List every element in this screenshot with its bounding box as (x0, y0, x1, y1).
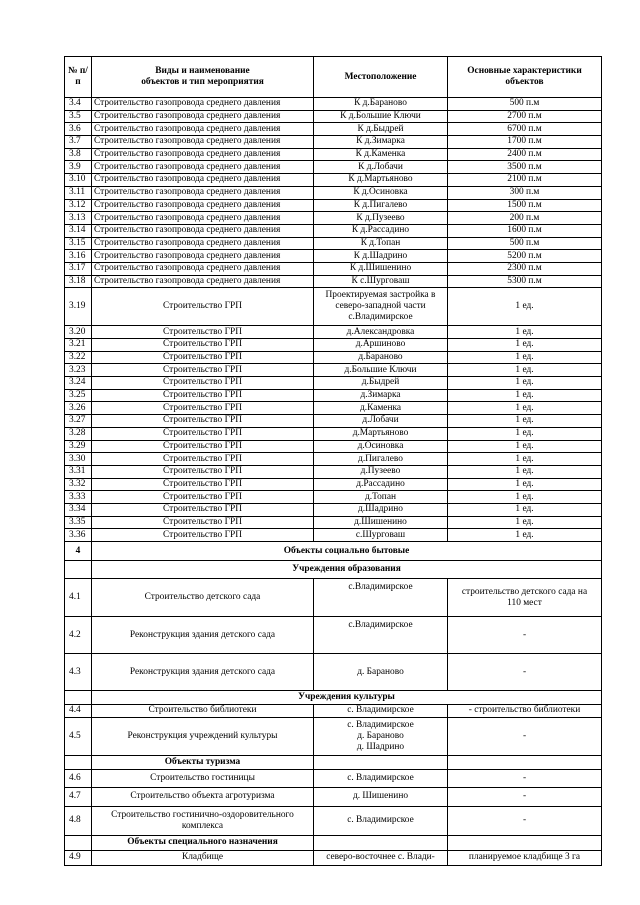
row-num: 3.6 (65, 123, 92, 136)
empty-cell (314, 835, 448, 850)
row-value: - (448, 717, 602, 755)
row-name: Реконструкция здания детского сада (92, 654, 314, 691)
table-row (65, 427, 602, 440)
row-location: К д.Каменка (314, 148, 448, 161)
table-row (65, 579, 602, 617)
table-row (65, 465, 602, 478)
subsection-row (65, 835, 602, 850)
row-name: Строительство ГРП (92, 339, 314, 352)
row-location: К д.Шишенино (314, 262, 448, 275)
row-name: Строительство газопровода среднего давления (92, 199, 314, 212)
row-num: 3.26 (65, 402, 92, 415)
row-num: 3.4 (65, 98, 92, 111)
row-value: - (448, 617, 602, 654)
row-name: Строительство ГРП (92, 351, 314, 364)
row-value: - (448, 654, 602, 691)
row-value: 1 ед. (448, 339, 602, 352)
row-value: 1700 п.м (448, 136, 602, 149)
row-num: 3.8 (65, 148, 92, 161)
row-location: д.Топан (314, 491, 448, 504)
row-value: планируемое кладбище 3 га (448, 850, 602, 865)
table-row (65, 402, 602, 415)
table-row (65, 98, 602, 111)
row-num: 3.34 (65, 503, 92, 516)
table-row (65, 377, 602, 390)
row-value: 1 ед. (448, 453, 602, 466)
row-location: д.Быдрей (314, 377, 448, 390)
header-char-line2: объектов (505, 77, 544, 87)
empty-cell (65, 755, 92, 769)
row-name: Строительство газопровода среднего давления (92, 275, 314, 288)
name-line2: комплекса (181, 820, 224, 831)
table-row (65, 503, 602, 516)
row-value: - (448, 806, 602, 835)
row-value: 6700 п.м (448, 123, 602, 136)
row-location: д.Пузеево (314, 465, 448, 478)
row-value: 1 ед. (448, 465, 602, 478)
objects-table (64, 56, 602, 866)
row-num: 3.21 (65, 339, 92, 352)
row-location: К д.Рассадино (314, 224, 448, 237)
row-location: д. Бараново (314, 654, 448, 691)
row-num: 3.9 (65, 161, 92, 174)
row-name: Строительство ГРП (92, 478, 314, 491)
row-num: 3.18 (65, 275, 92, 288)
row-value: - строительство библиотеки (448, 705, 602, 718)
subsection-row (65, 561, 602, 579)
row-name: Строительство газопровода среднего давления (92, 148, 314, 161)
header-location: Местоположение (314, 57, 448, 98)
row-value: - (448, 787, 602, 806)
empty-cell (448, 835, 602, 850)
document-page (64, 56, 601, 866)
table-row (65, 288, 602, 326)
row-num: 3.15 (65, 237, 92, 250)
row-num: 3.16 (65, 250, 92, 263)
row-num: 3.17 (65, 262, 92, 275)
loc-line3: с.Владимирское (348, 312, 413, 323)
name-line1: Строительство гостинично-оздоровительного (111, 809, 294, 820)
row-location: д. Шишенино (314, 787, 448, 806)
row-value: - (448, 769, 602, 787)
row-name: Строительство ГРП (92, 427, 314, 440)
table-row (65, 440, 602, 453)
row-num: 3.33 (65, 491, 92, 504)
loc-line1: Проектируемая застройка в (325, 290, 436, 301)
row-location: д.Александровка (314, 326, 448, 339)
row-num: 3.22 (65, 351, 92, 364)
row-num: 3.12 (65, 199, 92, 212)
row-location: д.Лобачи (314, 415, 448, 428)
table-row (65, 617, 602, 654)
table-row (65, 161, 602, 174)
table-row (65, 262, 602, 275)
row-location: д.Рассадино (314, 478, 448, 491)
row-value: 1 ед. (448, 351, 602, 364)
row-location: с. Владимирское (314, 705, 448, 718)
row-location: К д.Большие Ключи (314, 110, 448, 123)
subsection-row (65, 755, 602, 769)
row-name: Строительство газопровода среднего давления (92, 174, 314, 187)
row-value: 500 п.м (448, 237, 602, 250)
table-row (65, 326, 602, 339)
row-num: 4.1 (65, 579, 92, 617)
table-row (65, 174, 602, 187)
table-row (65, 351, 602, 364)
row-location (314, 717, 448, 755)
row-location: с. Владимирское (314, 806, 448, 835)
row-location: д.Пигалево (314, 453, 448, 466)
row-location: д.Бараново (314, 351, 448, 364)
row-num: 3.35 (65, 516, 92, 529)
row-value: 200 п.м (448, 212, 602, 225)
row-num: 4.8 (65, 806, 92, 835)
row-value: 5300 п.м (448, 275, 602, 288)
table-row (65, 275, 602, 288)
row-name: Строительство ГРП (92, 364, 314, 377)
row-name: Строительство детского сада (92, 579, 314, 617)
empty-cell (448, 755, 602, 769)
row-num: 3.27 (65, 415, 92, 428)
table-row (65, 478, 602, 491)
loc-line3: д. Шадрино (356, 741, 405, 752)
row-name: Строительство ГРП (92, 465, 314, 478)
table-row (65, 224, 602, 237)
row-value: 2400 п.м (448, 148, 602, 161)
row-num: 3.23 (65, 364, 92, 377)
row-value (448, 579, 602, 617)
section-title: Объекты социально бытовые (92, 542, 602, 561)
row-name: Строительство ГРП (92, 516, 314, 529)
gas-pipeline-rows (65, 98, 602, 288)
row-value: 1 ед. (448, 440, 602, 453)
subsection-special-title: Объекты специального назначения (92, 835, 314, 850)
row-num: 3.11 (65, 186, 92, 199)
row-location: с.Владимирское (314, 617, 448, 654)
row-name: Строительство ГРП (92, 440, 314, 453)
row-location: К д.Пигалево (314, 199, 448, 212)
row-value: 2700 п.м (448, 110, 602, 123)
row-num: 4.9 (65, 850, 92, 865)
table-row (65, 212, 602, 225)
row-location: К д.Топан (314, 237, 448, 250)
row-value: 1500 п.м (448, 199, 602, 212)
row-value: 1 ед. (448, 478, 602, 491)
row-location: К д.Шадрино (314, 250, 448, 263)
row-name: Строительство ГРП (92, 503, 314, 516)
row-location: д.Аршиново (314, 339, 448, 352)
table-row (65, 705, 602, 718)
row-value: 2300 п.м (448, 262, 602, 275)
row-value: 3500 п.м (448, 161, 602, 174)
section-num: 4 (65, 542, 92, 561)
row-num: 3.10 (65, 174, 92, 187)
table-row (65, 136, 602, 149)
row-value: 500 п.м (448, 98, 602, 111)
table-row (65, 110, 602, 123)
row-name: Строительство ГРП (92, 389, 314, 402)
row-name (92, 806, 314, 835)
row-location: д.Мартьяново (314, 427, 448, 440)
loc-line2: д. Бараново (357, 730, 404, 741)
row-location: К д.Быдрей (314, 123, 448, 136)
row-value: 1 ед. (448, 402, 602, 415)
table-row (65, 787, 602, 806)
row-num: 4.2 (65, 617, 92, 654)
empty-cell (314, 755, 448, 769)
row-num: 3.7 (65, 136, 92, 149)
header-name-line2: объектов и тип мероприятия (141, 77, 264, 87)
val-line1: строительство детского сада на (461, 586, 588, 597)
row-num: 3.5 (65, 110, 92, 123)
row-value: 2100 п.м (448, 174, 602, 187)
empty-cell (65, 691, 92, 705)
row-value: 1 ед. (448, 377, 602, 390)
row-name: Строительство ГРП (92, 377, 314, 390)
row-value: 1 ед. (448, 288, 602, 326)
header-row (65, 57, 602, 98)
row-num: 4.4 (65, 705, 92, 718)
table-row (65, 654, 602, 691)
table-row (65, 491, 602, 504)
row-location: с.Владимирское (314, 579, 448, 617)
table-row (65, 516, 602, 529)
row-location (314, 288, 448, 326)
row-name: Реконструкция здания детского сада (92, 617, 314, 654)
row-name: Строительство ГРП (92, 288, 314, 326)
row-num: 3.13 (65, 212, 92, 225)
row-value: 300 п.м (448, 186, 602, 199)
row-name: Строительство газопровода среднего давления (92, 224, 314, 237)
row-num: 4.5 (65, 717, 92, 755)
table-row (65, 717, 602, 755)
row-name: Строительство газопровода среднего давления (92, 98, 314, 111)
row-name: Кладбище (92, 850, 314, 865)
row-name: Строительство газопровода среднего давления (92, 237, 314, 250)
row-name: Строительство ГРП (92, 415, 314, 428)
row-location: д.Большие Ключи (314, 364, 448, 377)
row-value: 1 ед. (448, 529, 602, 542)
subsection-tourism-title: Объекты туризма (92, 755, 314, 769)
table-row (65, 453, 602, 466)
row-name: Строительство ГРП (92, 453, 314, 466)
row-num: 3.31 (65, 465, 92, 478)
row-name: Строительство ГРП (92, 491, 314, 504)
section-row (65, 542, 602, 561)
grp-rows (65, 326, 602, 542)
row-num: 3.30 (65, 453, 92, 466)
row-num: 4.7 (65, 787, 92, 806)
subsection-row (65, 691, 602, 705)
row-location: К д.Мартьяново (314, 174, 448, 187)
table-row (65, 339, 602, 352)
row-num: 4.3 (65, 654, 92, 691)
social-section (65, 542, 602, 866)
row-value: 1 ед. (448, 491, 602, 504)
row-num: 3.28 (65, 427, 92, 440)
row-name: Строительство ГРП (92, 326, 314, 339)
table-row (65, 148, 602, 161)
row-value: 1 ед. (448, 503, 602, 516)
row-value: 1 ед. (448, 364, 602, 377)
row-name: Строительство газопровода среднего давления (92, 212, 314, 225)
row-name: Строительство газопровода среднего давления (92, 262, 314, 275)
table-row (65, 769, 602, 787)
row-num: 3.24 (65, 377, 92, 390)
row-num: 3.20 (65, 326, 92, 339)
row-name: Строительство гостиницы (92, 769, 314, 787)
row-value: 1 ед. (448, 516, 602, 529)
loc-line2: северо-западной части (335, 301, 426, 312)
header-num: № п/п (65, 57, 92, 98)
header-name (92, 57, 314, 98)
row-location: д.Осиновка (314, 440, 448, 453)
table-row (65, 364, 602, 377)
empty-cell (65, 835, 92, 850)
table-row (65, 237, 602, 250)
row-value: 1 ед. (448, 389, 602, 402)
row-location: д.Зимарка (314, 389, 448, 402)
row-name: Строительство библиотеки (92, 705, 314, 718)
table-row (65, 389, 602, 402)
row-name: Строительство газопровода среднего давления (92, 110, 314, 123)
table-row (65, 806, 602, 835)
row-num: 3.19 (65, 288, 92, 326)
row-location: К д.Пузеево (314, 212, 448, 225)
row-value: 1 ед. (448, 326, 602, 339)
header-name-line1: Виды и наименование (155, 66, 250, 76)
row-name: Строительство ГРП (92, 529, 314, 542)
row-location: К с.Шурговаш (314, 275, 448, 288)
row-location: К д.Бараново (314, 98, 448, 111)
table-row (65, 250, 602, 263)
row-location: с. Владимирское (314, 769, 448, 787)
table-row (65, 850, 602, 865)
row-name: Строительство газопровода среднего давления (92, 161, 314, 174)
row-num: 3.29 (65, 440, 92, 453)
empty-cell (65, 561, 92, 579)
table-row (65, 123, 602, 136)
row-num: 4.6 (65, 769, 92, 787)
row-num: 3.14 (65, 224, 92, 237)
subsection-culture-title: Учреждения культуры (92, 691, 602, 705)
row-location: северо-восточнее с. Влади- (314, 850, 448, 865)
row-location: д.Каменка (314, 402, 448, 415)
row-value: 1600 п.м (448, 224, 602, 237)
header-characteristics (448, 57, 602, 98)
row-location: К д.Осиновка (314, 186, 448, 199)
row-value: 5200 п.м (448, 250, 602, 263)
row-location: с.Шурговаш (314, 529, 448, 542)
table-row (65, 199, 602, 212)
table-row (65, 529, 602, 542)
row-name: Реконструкция учреждений культуры (92, 717, 314, 755)
row-name: Строительство газопровода среднего давления (92, 136, 314, 149)
table-row (65, 186, 602, 199)
header-char-line1: Основные характеристики (467, 66, 582, 76)
row-value: 1 ед. (448, 427, 602, 440)
row-name: Строительство объекта агротуризма (92, 787, 314, 806)
row-location: К д.Зимарка (314, 136, 448, 149)
row-value: 1 ед. (448, 415, 602, 428)
row-name: Строительство ГРП (92, 402, 314, 415)
row-num: 3.36 (65, 529, 92, 542)
row-num: 3.32 (65, 478, 92, 491)
grp-first-row-group (65, 288, 602, 326)
row-location: д.Шишенино (314, 516, 448, 529)
row-name: Строительство газопровода среднего давления (92, 123, 314, 136)
row-name: Строительство газопровода среднего давления (92, 186, 314, 199)
row-num: 3.25 (65, 389, 92, 402)
row-name: Строительство газопровода среднего давления (92, 250, 314, 263)
table-row (65, 415, 602, 428)
row-location: К д.Лобачи (314, 161, 448, 174)
val-line2: 110 мест (507, 597, 542, 608)
subsection-education-title: Учреждения образования (92, 561, 602, 579)
row-location: д.Шадрино (314, 503, 448, 516)
loc-line1: с. Владимирское (347, 719, 414, 730)
